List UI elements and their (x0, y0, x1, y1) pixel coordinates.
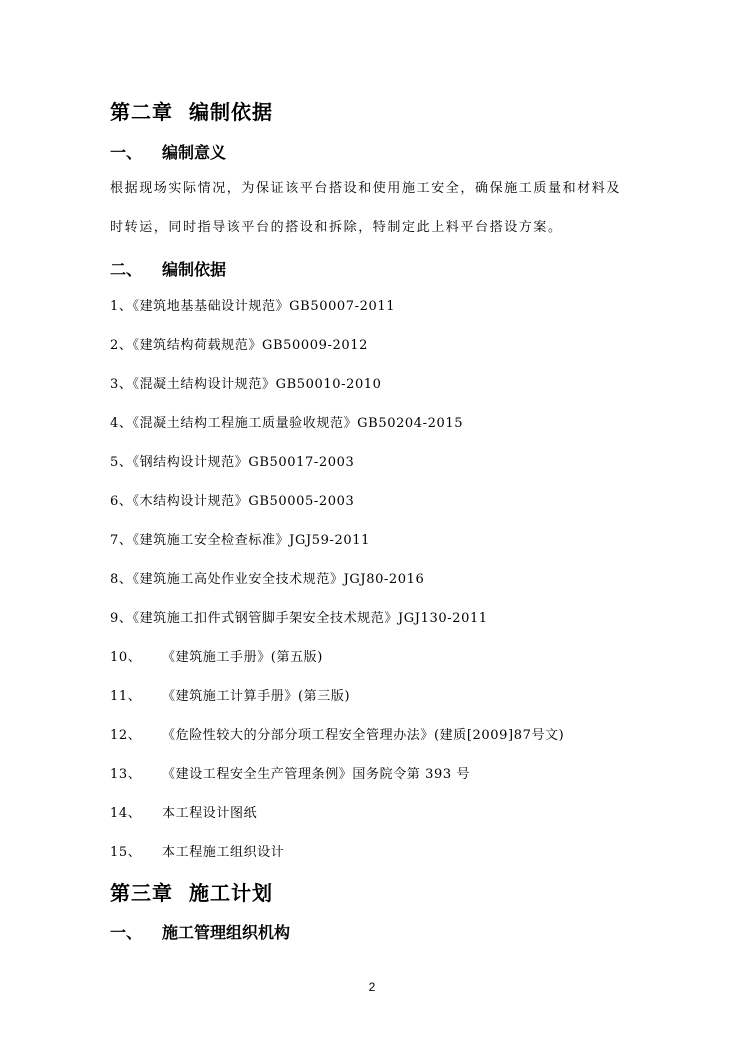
section-2-heading (110, 257, 226, 280)
reference-item (110, 607, 488, 626)
reference-text: 《建设工程安全生产管理条例》国务院令第 393 号 (162, 767, 471, 782)
reference-text: 本工程施工组织设计 (162, 845, 285, 860)
reference-text: 《建筑施工扣件式钢管脚手架安全技术规范》JGJ130-2011 (132, 611, 488, 626)
reference-item (110, 412, 463, 431)
reference-item (110, 763, 470, 782)
reference-text: 《建筑施工高处作业安全技术规范》JGJ80-2016 (132, 572, 425, 587)
reference-number: 9、 (110, 611, 133, 626)
reference-item (110, 373, 382, 392)
reference-number: 12、 (110, 728, 142, 743)
reference-item (110, 802, 257, 821)
reference-item (110, 568, 424, 587)
reference-item (110, 334, 368, 353)
reference-text: 《建筑施工安全检查标准》JGJ59-2011 (132, 533, 371, 548)
reference-number: 4、 (110, 416, 133, 431)
page-number: 2 (368, 980, 376, 994)
chapter-2-title: 编制依据 (189, 100, 273, 124)
section-2-title: 编制依据 (162, 260, 227, 279)
reference-text: 《混凝土结构设计规范》GB50010-2010 (132, 377, 382, 392)
chapter-2-heading (110, 96, 273, 125)
section-1-heading (110, 140, 226, 163)
reference-number: 2、 (110, 338, 133, 353)
section-3-title: 施工管理组织机构 (162, 923, 291, 942)
chapter-2-number: 第二章 (110, 100, 173, 124)
reference-text: 《建筑施工手册》(第五版) (162, 650, 323, 665)
paragraph-line-1: 根据现场实际情况，为保证该平台搭设和使用施工安全，确保施工质量和材料及 (110, 181, 622, 196)
reference-text: 《建筑结构荷载规范》GB50009-2012 (132, 338, 368, 353)
reference-number: 3、 (110, 377, 133, 392)
reference-number: 14、 (110, 806, 142, 821)
reference-number: 13、 (110, 767, 142, 782)
reference-number: 7、 (110, 533, 133, 548)
chapter-3-number: 第三章 (110, 881, 173, 905)
reference-text: 《混凝土结构工程施工质量验收规范》GB50204-2015 (132, 416, 464, 431)
reference-text: 《钢结构设计规范》GB50017-2003 (132, 455, 355, 470)
reference-text: 《危险性较大的分部分项工程安全管理办法》(建质[2009]87号文) (162, 728, 565, 743)
paragraph-line-2: 时转运，同时指导该平台的搭设和拆除，特制定此上料平台搭设方案。 (110, 220, 563, 235)
reference-item (110, 646, 323, 665)
reference-item (110, 295, 395, 314)
section-1-title: 编制意义 (162, 143, 227, 162)
reference-item (110, 490, 354, 509)
section-2-number: 二、 (110, 260, 143, 279)
reference-number: 6、 (110, 494, 133, 509)
reference-text: 《建筑地基基础设计规范》GB50007-2011 (132, 299, 396, 314)
section-3-heading (110, 920, 290, 943)
reference-item (110, 685, 350, 704)
section-3-number: 一、 (110, 923, 143, 942)
reference-item (110, 724, 564, 743)
reference-text: 《建筑施工计算手册》(第三版) (162, 689, 351, 704)
reference-number: 8、 (110, 572, 133, 587)
reference-text: 《木结构设计规范》GB50005-2003 (132, 494, 355, 509)
chapter-3-title: 施工计划 (189, 881, 273, 905)
reference-number: 1、 (110, 299, 133, 314)
reference-number: 5、 (110, 455, 133, 470)
reference-number: 11、 (110, 689, 142, 704)
reference-number: 15、 (110, 845, 142, 860)
reference-item (110, 529, 370, 548)
reference-text: 本工程设计图纸 (162, 806, 258, 821)
reference-item (110, 841, 284, 860)
reference-number: 10、 (110, 650, 142, 665)
section-1-number: 一、 (110, 143, 143, 162)
reference-item (110, 451, 354, 470)
chapter-3-heading (110, 877, 273, 906)
